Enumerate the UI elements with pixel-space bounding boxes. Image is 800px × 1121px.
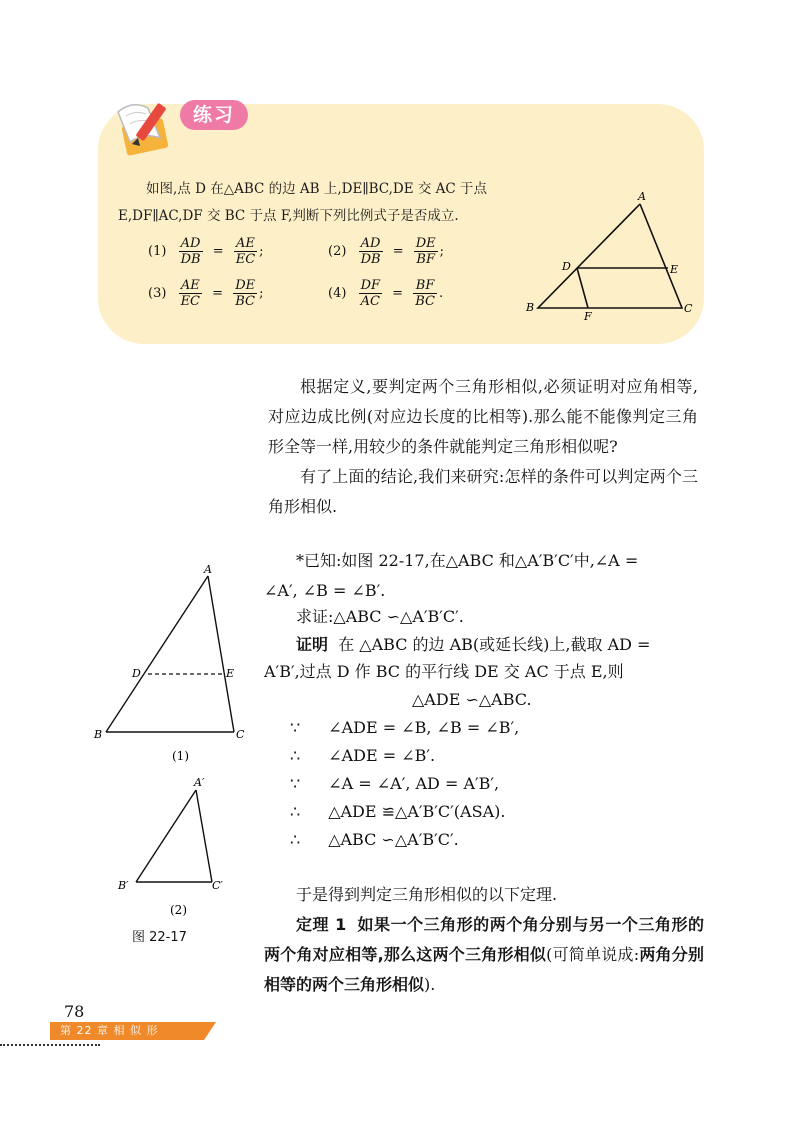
fig2-label-A: A′ — [194, 776, 205, 789]
proof-step-3: ∵ ∠A = ∠A′, AD = A′B′, — [290, 774, 500, 793]
label-B: B — [526, 301, 535, 314]
practice-badge: 练习 — [180, 100, 248, 130]
pencil-paper-icon — [112, 92, 188, 164]
given-line1: *已知:如图 22-17,在△ABC 和△A′B′C′中,∠A = — [296, 551, 639, 570]
label-A: A — [638, 190, 646, 203]
proof-line1: 证明 在 △ABC 的边 AB(或延长线)上,截取 AD = — [296, 635, 651, 654]
practice-item-1: (1) $\frac{AD}{DB}$ = $\frac{AE}{EC}$ ; — [148, 236, 264, 267]
proof-line2: A′B′,过点 D 作 BC 的平行线 DE 交 AC 于点 E,则 — [264, 662, 624, 681]
fig1-label-E: E — [226, 667, 235, 680]
practice-item-2: (2) $\frac{AD}{DB}$ = $\frac{DE}{BF}$ ; — [328, 236, 445, 267]
fig1-label-B: B — [94, 728, 103, 741]
theorem-1: 定理 1 如果一个三角形的两个角分别与另一个三角形的两个角对应相等,那么这两个三角形相似(可简单说成:两角分别相等的两个三角形相似). — [264, 915, 704, 994]
fig2-caption: (2) — [170, 903, 187, 917]
proof-step-2: ∴ ∠ADE = ∠B′. — [290, 746, 436, 765]
figure-22-17-triangle-2 — [110, 772, 240, 922]
figure-22-17-triangle-1 — [90, 560, 250, 780]
proof-step-5: ∴ △ABC ∽△A′B′C′. — [290, 830, 459, 849]
proof-step-4: ∴ △ADE ≌△A′B′C′(ASA). — [290, 802, 506, 821]
proof-step-1: ∵ ∠ADE = ∠B, ∠B = ∠B′, — [290, 718, 520, 737]
practice-intro-line1: 如图,点 D 在△ABC 的边 AB 上,DE∥BC,DE 交 AC 于点 — [146, 181, 488, 197]
paragraph-definition: 根据定义,要判定两个三角形相似,必须证明对应角相等,对应边成比例(对应边长度的比相等).那么能不能像判定三角形全等一样,用较少的条件就能判定三角形相似呢? — [268, 377, 698, 456]
label-E: E — [670, 263, 679, 276]
fig1-label-C: C — [236, 728, 245, 741]
label-C: C — [684, 302, 693, 315]
fig1-caption: (1) — [172, 749, 189, 763]
paragraph-research: 有了上面的结论,我们来研究:怎样的条件可以判定两个三角形相似. — [268, 467, 698, 516]
fig1-label-D: D — [132, 667, 141, 680]
conclusion-line: 于是得到判定三角形相似的以下定理. — [296, 885, 558, 904]
label-D: D — [562, 260, 571, 273]
prove-statement: 求证:△ABC ∽△A′B′C′. — [296, 607, 464, 626]
practice-item-3: (3) $\frac{AE}{EC}$ = $\frac{DE}{BC}$ ; — [148, 278, 264, 309]
fig1-label-A: A — [204, 563, 212, 576]
practice-triangle-figure — [520, 186, 700, 326]
practice-intro-line2: E,DF∥AC,DF 交 BC 于点 F,判断下列比例式子是否成立. — [118, 208, 459, 224]
chapter-title: 第 22 章 相 似 形 — [60, 1024, 159, 1037]
practice-item-4: (4) $\frac{DF}{AC}$ = $\frac{BF}{BC}$ . — [328, 278, 444, 309]
fig2-label-B: B′ — [118, 879, 129, 892]
page-number: 78 — [64, 1002, 85, 1021]
figure-caption: 图 22-17 — [132, 930, 187, 945]
label-F: F — [584, 310, 592, 323]
dotted-line — [0, 1044, 100, 1046]
proof-line3: △ADE ∽△ABC. — [412, 690, 532, 709]
fig2-label-C: C′ — [212, 879, 223, 892]
given-line2: ∠A′, ∠B = ∠B′. — [264, 581, 386, 600]
